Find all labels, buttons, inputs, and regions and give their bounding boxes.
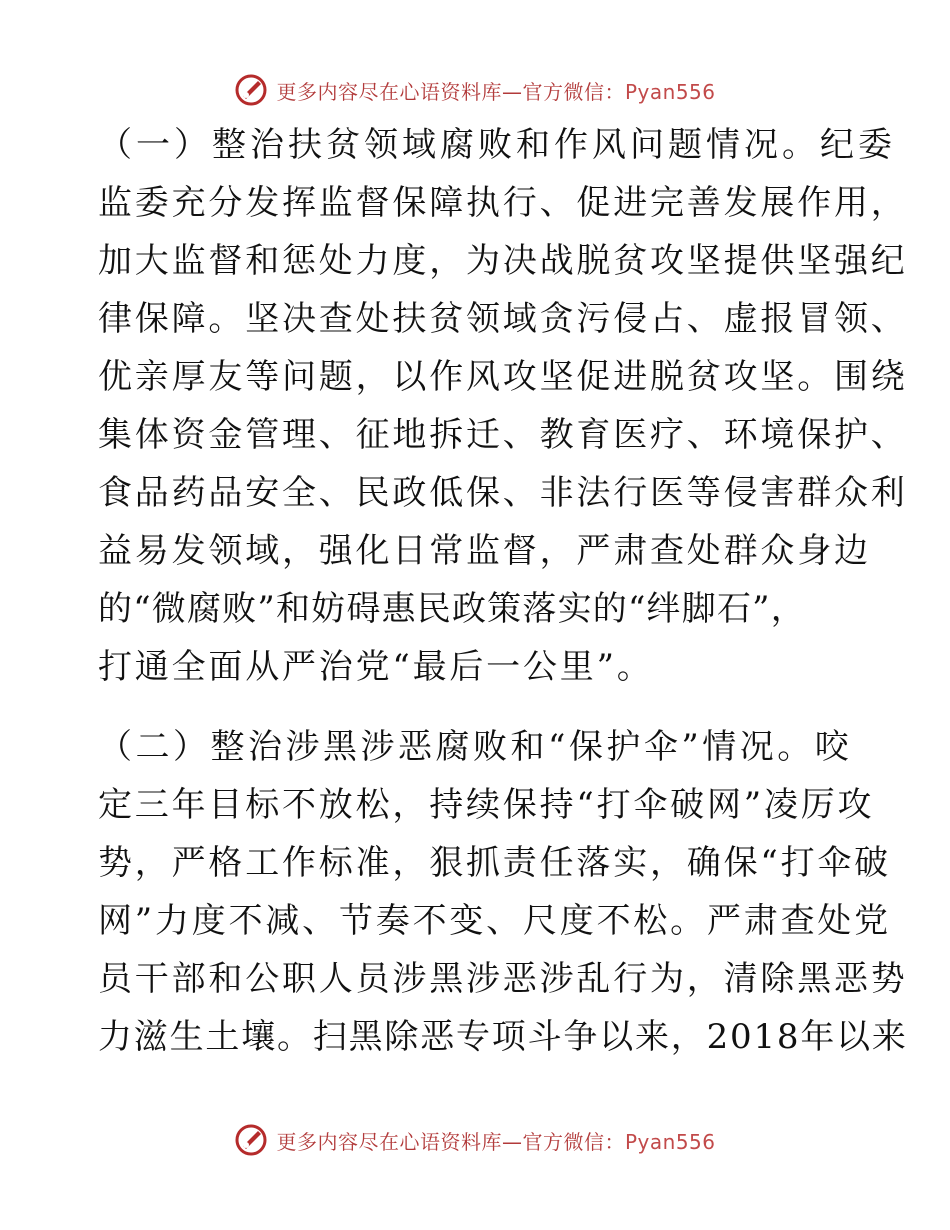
text-line: 打通全面从严治党“最后一公里”。 [98,647,654,687]
text-line: 食品药品安全、民政低保、非法行医等侵害群众利 [98,473,908,513]
text-line: 益易发领域，强化日常监督，严肃查处群众身边 [98,531,871,571]
text-line: 网”力度不减、节奏不变、尺度不松。严肃查处党 [98,901,891,941]
banner-text: 更多内容尽在心语资料库—官方微信：Pyan556 [276,1129,716,1154]
brand-logo-icon [234,1123,268,1157]
text-line: 的“微腐败”和妨碍惠民政策落实的“绊脚石”， [98,589,806,629]
text-line: 监委充分发挥监督保障执行、促进完善发展作用， [98,183,908,223]
text-line: 力滋生土壤。扫黑除恶专项斗争以来，2018年以来 [98,1017,908,1057]
text-line: 加大监督和惩处力度，为决战脱贫攻坚提供坚强纪 [98,241,908,281]
wechat-handle: Pyan556 [624,1129,716,1154]
text-line: 律保障。坚决查处扶贫领域贪污侵占、虚报冒领、 [98,299,908,339]
text-line: 势，严格工作标准，狠抓责任落实，确保“打伞破 [98,843,891,883]
paragraph-poverty-alleviation [98,116,908,696]
header-banner [0,70,950,110]
wechat-handle: Pyan556 [624,79,716,104]
text-line: 定三年目标不放松，持续保持“打伞破网”凌厉攻 [98,785,875,825]
text-line: 集体资金管理、征地拆迁、教育医疗、环境保护、 [98,415,908,455]
text-line: 优亲厚友等问题，以作风攻坚促进脱贫攻坚。围绕 [98,357,908,397]
text-line: （一）整治扶贫领域腐败和作风问题情况。纪委 [98,125,896,165]
text-line: （二）整治涉黑涉恶腐败和“保护伞”情况。咬 [98,727,853,767]
paragraph-anti-gang [98,718,908,1066]
footer-banner [0,1120,950,1160]
brand-logo-icon [234,73,268,107]
text-line: 员干部和公职人员涉黑涉恶涉乱行为，清除黑恶势 [98,959,908,999]
banner-text: 更多内容尽在心语资料库—官方微信：Pyan556 [276,79,716,104]
